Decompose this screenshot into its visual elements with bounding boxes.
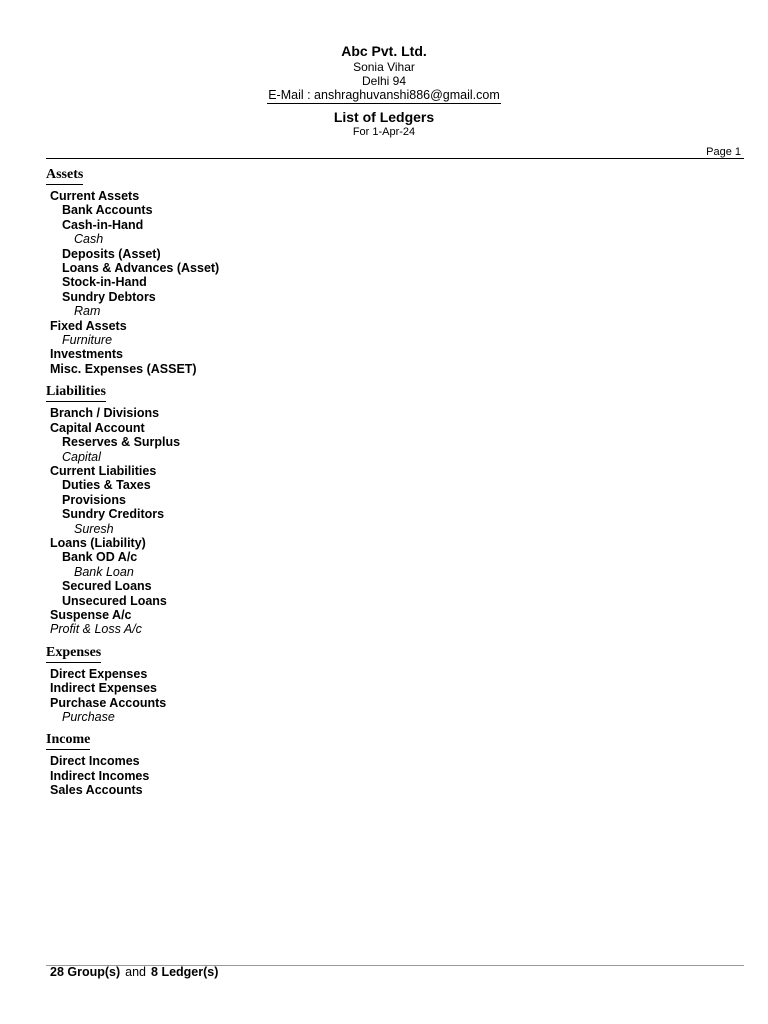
ledger-row: Ram	[74, 304, 101, 319]
footer-conjunction: and	[125, 965, 147, 979]
footer-summary	[50, 965, 218, 979]
group-row: Indirect Incomes	[50, 768, 150, 783]
ledger-row: Profit & Loss A/c	[50, 622, 142, 637]
group-row: Sundry Creditors	[62, 507, 165, 522]
group-row: Loans (Liability)	[50, 535, 146, 550]
group-row: Provisions	[62, 492, 126, 507]
group-row: Duties & Taxes	[62, 478, 151, 493]
section-title: Assets	[46, 166, 83, 185]
group-row: Sundry Debtors	[62, 289, 156, 304]
group-row: Fixed Assets	[50, 318, 127, 333]
company-name: Abc Pvt. Ltd.	[341, 43, 427, 59]
ledger-row: Purchase	[62, 710, 115, 724]
header-divider	[46, 158, 744, 159]
group-row: Stock-in-Hand	[62, 275, 147, 290]
group-row: Loans & Advances (Asset)	[62, 261, 220, 276]
group-row: Secured Loans	[62, 579, 152, 594]
section-title: Income	[46, 731, 90, 750]
company-address-line2: Delhi 94	[361, 74, 407, 88]
ledger-row: Bank Loan	[74, 564, 134, 579]
page-number: Page 1	[706, 146, 741, 158]
section-title: Expenses	[46, 644, 101, 663]
section-liabilities	[46, 382, 736, 637]
group-row: Branch / Divisions	[50, 406, 160, 421]
group-count: 28 Group(s)	[50, 965, 121, 979]
ledger-row: Cash	[74, 232, 104, 247]
ledger-row: Furniture	[62, 333, 113, 348]
ledger-count: 8 Ledger(s)	[151, 965, 219, 979]
company-email: E-Mail : anshraghuvanshi886@gmail.com	[268, 88, 500, 102]
company-address-line1: Sonia Vihar	[353, 60, 415, 74]
group-row: Direct Expenses	[50, 666, 148, 681]
group-row: Sales Accounts	[50, 783, 143, 798]
section-title: Liabilities	[46, 383, 106, 402]
group-row: Current Assets	[50, 189, 140, 203]
group-row: Unsecured Loans	[62, 593, 167, 608]
group-row: Bank Accounts	[62, 203, 153, 218]
group-row: Deposits (Asset)	[62, 246, 161, 261]
group-row: Suspense A/c	[50, 607, 132, 622]
group-row: Capital Account	[50, 420, 145, 435]
ledger-row: Capital	[62, 449, 101, 464]
group-row: Cash-in-Hand	[62, 217, 144, 232]
report-title: List of Ledgers	[333, 109, 435, 125]
group-row: Current Liabilities	[50, 463, 157, 478]
group-row: Bank OD A/c	[62, 550, 138, 565]
report-date: For 1-Apr-24	[352, 126, 416, 138]
section-assets	[46, 165, 736, 376]
group-row: Direct Incomes	[50, 754, 140, 769]
section-expenses	[46, 643, 736, 725]
group-row: Investments	[50, 347, 123, 362]
group-row: Indirect Expenses	[50, 681, 157, 696]
section-income	[46, 730, 736, 797]
group-row: Purchase Accounts	[50, 695, 167, 710]
company-email-row	[0, 88, 768, 102]
ledger-row: Suresh	[74, 521, 114, 536]
group-row: Misc. Expenses (ASSET)	[50, 361, 197, 376]
group-row: Reserves & Surplus	[62, 435, 181, 450]
ledger-list	[46, 165, 736, 804]
